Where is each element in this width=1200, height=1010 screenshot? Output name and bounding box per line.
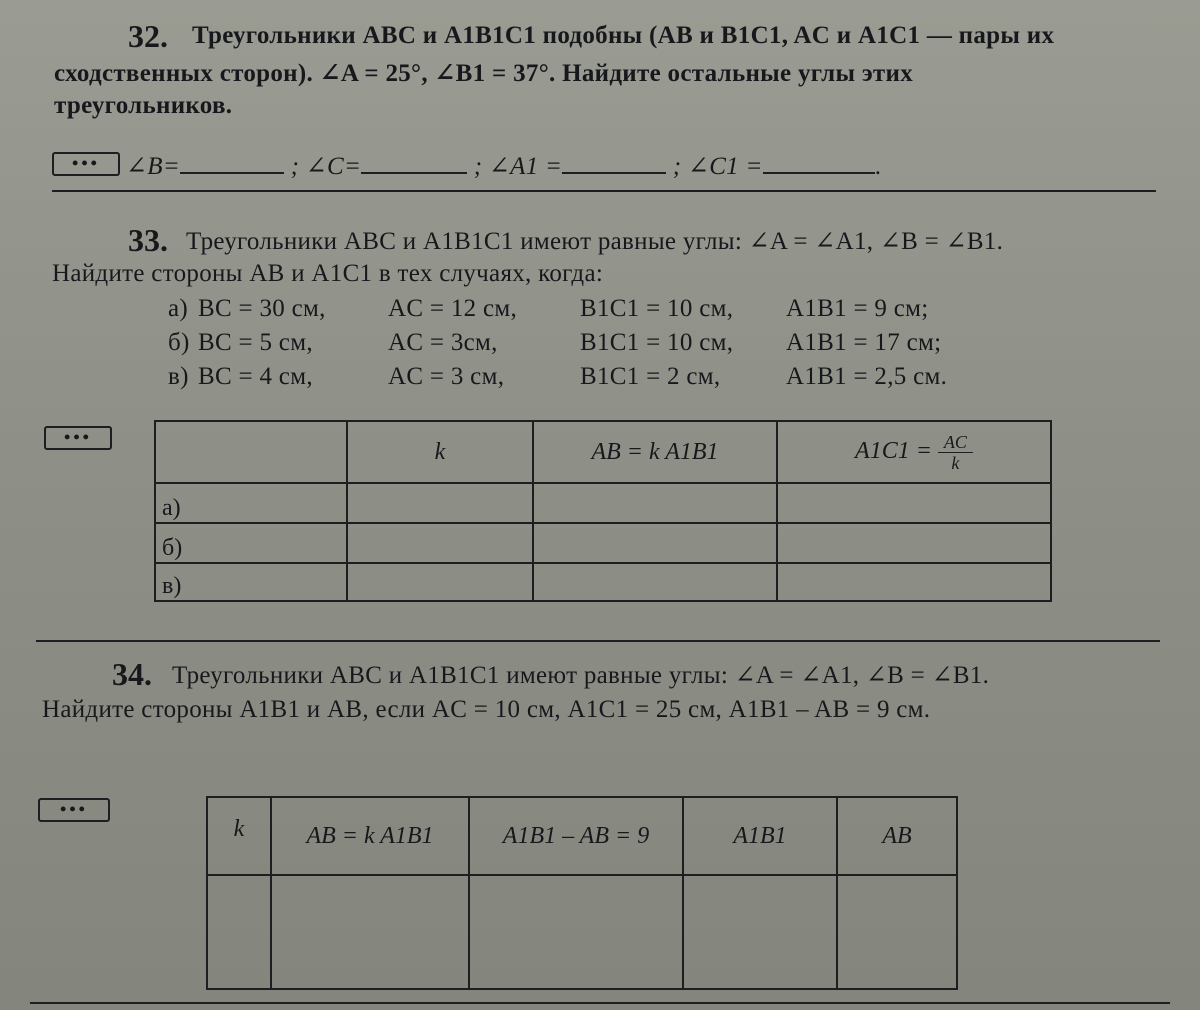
- problem-34-table: [206, 796, 958, 990]
- fraction-ac-over-k: $\frac{AC}{k}$: [938, 432, 973, 473]
- header-a1c1: A1C1 = $\frac{AC}{k}$: [777, 421, 1051, 483]
- divider-2: [36, 640, 1160, 642]
- problem-33-cases: [168, 292, 947, 394]
- problem-34-number: 34.: [112, 656, 152, 692]
- divider-3: [30, 1002, 1170, 1004]
- row-label-b: б): [155, 523, 347, 563]
- cell-a1c1-a[interactable]: [777, 483, 1051, 523]
- header-ab-value: AB: [837, 797, 957, 875]
- problem-32-line-1: Треугольники ABC и A1B1C1 подобны (AB и B1C1, AC и A1C1 — пары их: [192, 22, 1055, 49]
- cell-a1b1[interactable]: [683, 875, 837, 989]
- case-b: б) BC = 5 см, AC = 3см, B1C1 = 10 см, A1B1 = 17 см;: [168, 329, 942, 356]
- header-ab: AB = k A1B1: [533, 421, 777, 483]
- cell-k[interactable]: [207, 875, 271, 989]
- table-row: [155, 523, 1051, 563]
- case-a: а) BC = 30 см, AC = 12 см, B1C1 = 10 см, A1B1 = 9 см;: [168, 295, 929, 322]
- cell-diff[interactable]: [469, 875, 683, 989]
- table-row: [207, 875, 957, 989]
- problem-32-answers: [126, 150, 881, 181]
- header-k: k: [347, 421, 533, 483]
- answer-c-blank[interactable]: [361, 150, 467, 174]
- problem-34-line-2: Найдите стороны A1B1 и AB, если AC = 10 см, A1C1 = 25 см, A1B1 – AB = 9 см.: [42, 696, 931, 723]
- header-diff: A1B1 – AB = 9: [469, 797, 683, 875]
- header-k: k: [207, 797, 271, 875]
- cell-a1c1-c[interactable]: [777, 563, 1051, 601]
- table-header-row: [155, 421, 1051, 483]
- cell-k-a[interactable]: [347, 483, 533, 523]
- answer-c-label: ; ∠C=: [290, 153, 362, 180]
- table-header-row: [207, 797, 957, 875]
- answer-a1-blank[interactable]: [562, 150, 666, 174]
- problem-33-table: [154, 420, 1052, 602]
- cell-ab[interactable]: [837, 875, 957, 989]
- problem-32-number: 32.: [128, 18, 168, 54]
- case-c: в) BC = 4 см, AC = 3 см, B1C1 = 2 см, A1B1 = 2,5 см.: [168, 363, 948, 390]
- row-label-c: в): [155, 563, 347, 601]
- answer-marker-icon: •••: [44, 426, 112, 450]
- table-row: [155, 483, 1051, 523]
- cell-k-b[interactable]: [347, 523, 533, 563]
- cell-ab-a[interactable]: [533, 483, 777, 523]
- problem-32-line-3: треугольников.: [54, 92, 233, 119]
- header-a1b1: A1B1: [683, 797, 837, 875]
- problem-33-line-1: Треугольники ABC и A1B1C1 имеют равные углы: ∠A = ∠A1, ∠B = ∠B1.: [186, 228, 1004, 255]
- problem-33-number: 33.: [128, 222, 168, 258]
- cell-ab-b[interactable]: [533, 523, 777, 563]
- answer-end: .: [874, 153, 882, 180]
- divider-1: [52, 190, 1156, 192]
- answer-marker-icon: •••: [52, 152, 120, 176]
- table-row: [155, 563, 1051, 601]
- problem-32-line-2: сходственных сторон). ∠A = 25°, ∠B1 = 37°. Найдите остальные углы этих: [54, 60, 914, 87]
- header-ab: AB = k A1B1: [271, 797, 469, 875]
- answer-a1-label: ; ∠A1 =: [473, 153, 563, 180]
- cell-a1c1-b[interactable]: [777, 523, 1051, 563]
- cell-k-c[interactable]: [347, 563, 533, 601]
- cell-ab-formula[interactable]: [271, 875, 469, 989]
- problem-34-line-1: Треугольники ABC и A1B1C1 имеют равные углы: ∠A = ∠A1, ∠B = ∠B1.: [172, 662, 990, 689]
- answer-b-label: ∠B=: [126, 153, 180, 180]
- problem-33-line-2: Найдите стороны AB и A1C1 в тех случаях, когда:: [52, 260, 604, 287]
- answer-marker-icon: •••: [38, 798, 110, 822]
- header-cell-empty: [155, 421, 347, 483]
- row-label-a: а): [155, 483, 347, 523]
- answer-c1-label: ; ∠C1 =: [672, 153, 763, 180]
- answer-b-blank[interactable]: [180, 150, 284, 174]
- answer-c1-blank[interactable]: [763, 150, 875, 174]
- cell-ab-c[interactable]: [533, 563, 777, 601]
